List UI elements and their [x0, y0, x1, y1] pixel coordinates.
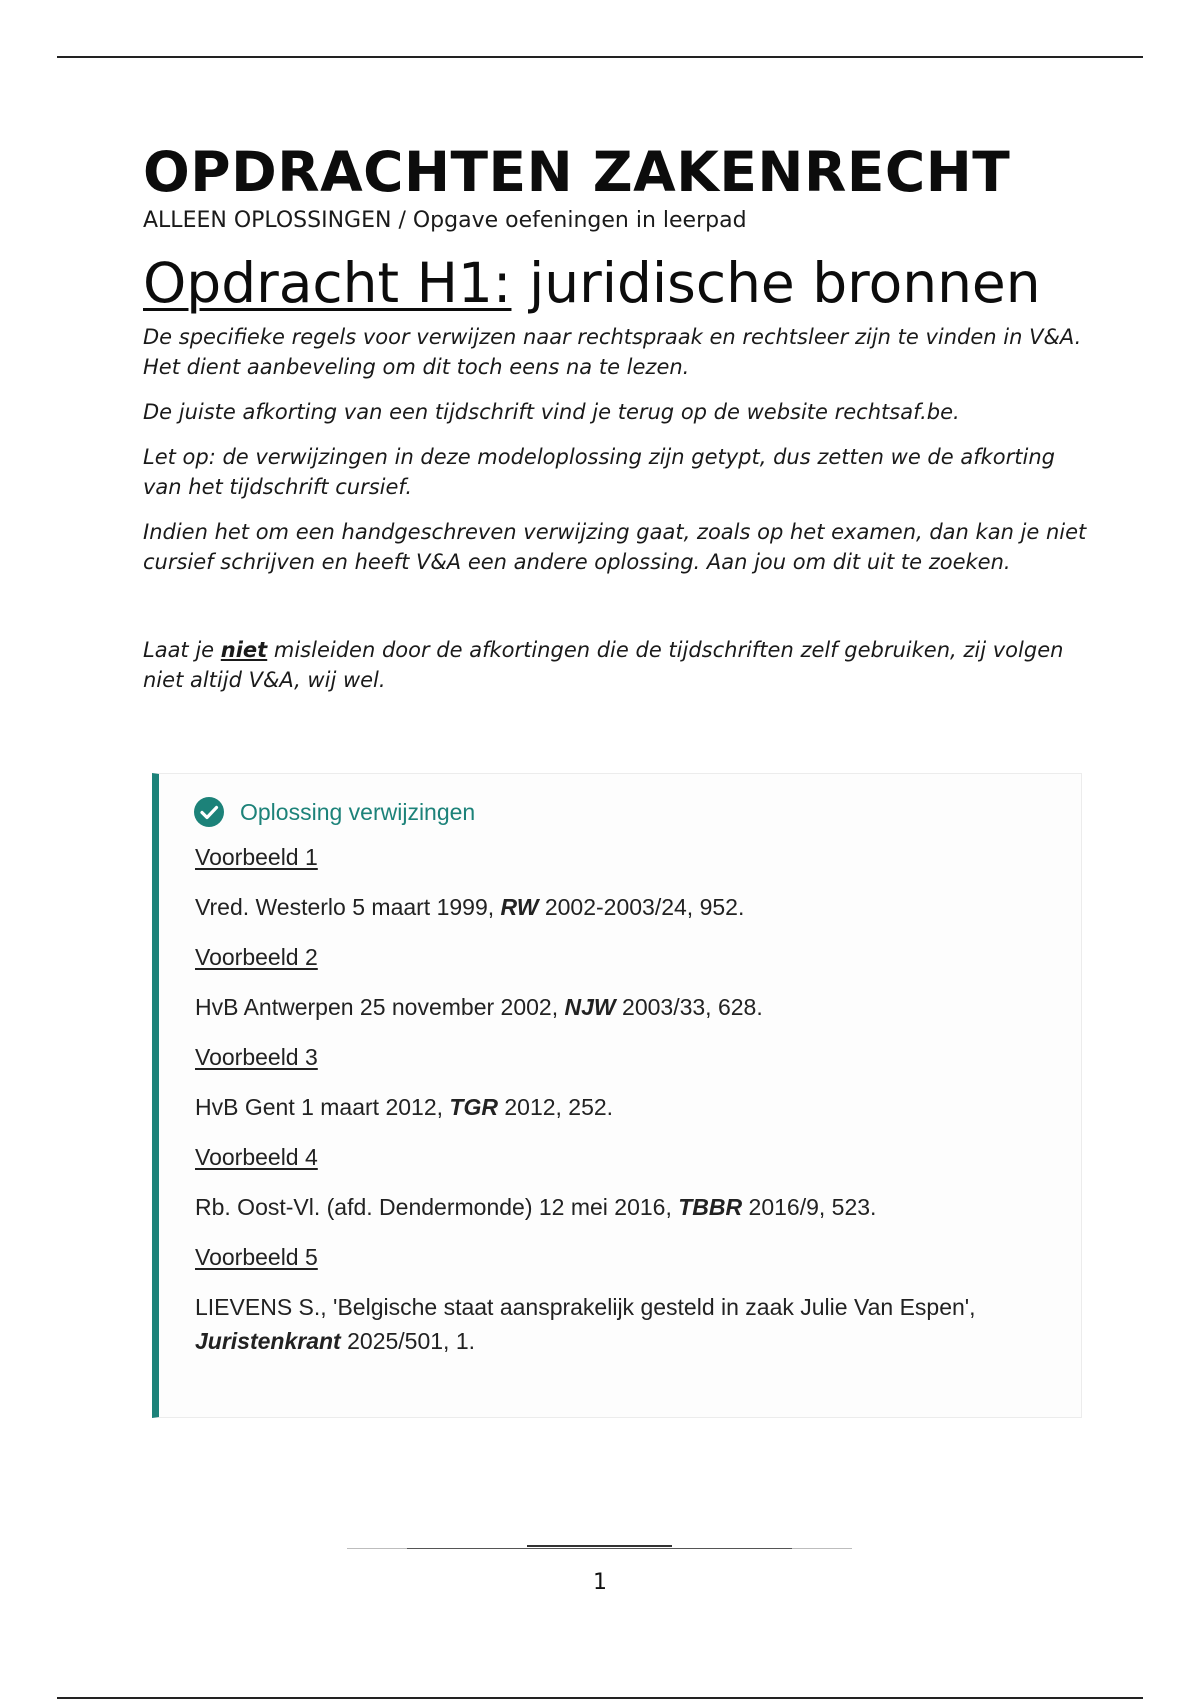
citation-journal: NJW [564, 994, 616, 1020]
page-number: 1 [593, 1570, 607, 1595]
citation-journal: RW [500, 894, 539, 920]
examples-list [195, 842, 1055, 1376]
solution-callout [152, 773, 1082, 1418]
citation-journal: TGR [449, 1094, 498, 1120]
warning-text-after: misleiden door de afkortingen die de tijdschriften zelf gebruiken, zij volgen niet altijd V&A, wij wel. [143, 638, 1064, 692]
paragraph-abbreviation-website: De juiste afkorting van een tijdschrift vind je terug op de website rechtsaf.be. [143, 400, 960, 424]
footer-divider-center [527, 1545, 672, 1547]
example-label: Voorbeeld 5 [195, 1244, 318, 1270]
callout-title: Oplossing verwijzingen [240, 798, 476, 825]
example-citation [195, 1190, 1055, 1224]
citation-text: HvB Antwerpen 25 november 2002, [195, 994, 565, 1020]
example-label: Voorbeeld 3 [195, 1044, 318, 1070]
citation-journal: TBBR [678, 1194, 743, 1220]
footer-divider-inner [407, 1548, 792, 1549]
example-citation [195, 1090, 1055, 1124]
citation-text: Vred. Westerlo 5 maart 1999, [195, 894, 501, 920]
callout-header [193, 796, 475, 828]
check-circle-icon [193, 796, 225, 828]
example-label: Voorbeeld 4 [195, 1144, 318, 1170]
section-heading-topic: juridische bronnen [511, 251, 1041, 315]
page-bottom-rule [57, 1697, 1143, 1699]
citation-reference: 2016/9, 523. [742, 1194, 877, 1220]
citation-reference: 2003/33, 628. [615, 994, 763, 1020]
example-label: Voorbeeld 2 [195, 944, 318, 970]
paragraph-va-rules: De specifieke regels voor verwijzen naar rechtspraak en rechtsleer zijn te vinden in V&A. Het dient aanbeveling om dit toch eens na te lezen. [143, 325, 1082, 379]
section-heading-label: Opdracht H1: [143, 251, 512, 315]
citation-text: LIEVENS S., 'Belgische staat aansprakelijk gesteld in zaak Julie Van Espen', [195, 1294, 976, 1320]
example-label: Voorbeeld 1 [195, 844, 318, 870]
section-heading [143, 250, 1093, 316]
example-citation [195, 990, 1055, 1024]
citation-reference: 2025/501, 1. [340, 1328, 476, 1354]
paragraph-warning [143, 635, 1093, 695]
paragraph-italic-note: Let op: de verwijzingen in deze modeloplossing zijn getypt, dus zetten we de afkorting van het tijdschrift cursief. [143, 445, 1055, 499]
citation-reference: 2002-2003/24, 952. [538, 894, 745, 920]
citation-reference: 2012, 252. [497, 1094, 614, 1120]
citation-text: HvB Gent 1 maart 2012, [195, 1094, 450, 1120]
citation-journal: Juristenkrant [195, 1328, 341, 1354]
citation-text: Rb. Oost-Vl. (afd. Dendermonde) 12 mei 2016, [195, 1194, 679, 1220]
example-citation [195, 890, 1055, 924]
page-top-rule [57, 56, 1143, 58]
document-subtitle: ALLEEN OPLOSSINGEN / Opgave oefeningen in leerpad [143, 208, 747, 233]
warning-text-before: Laat je [143, 638, 221, 662]
page-content [143, 140, 1093, 710]
warning-emphasis: niet [220, 638, 268, 662]
document-title: OPDRACHTEN ZAKENRECHT [143, 140, 1011, 204]
example-citation [195, 1290, 1055, 1358]
paragraph-handwritten-note: Indien het om een handgeschreven verwijzing gaat, zoals op het examen, dan kan je niet cursief schrijven en heeft V&A een andere oplossing. Aan jou om dit uit te zoeken. [143, 520, 1087, 574]
